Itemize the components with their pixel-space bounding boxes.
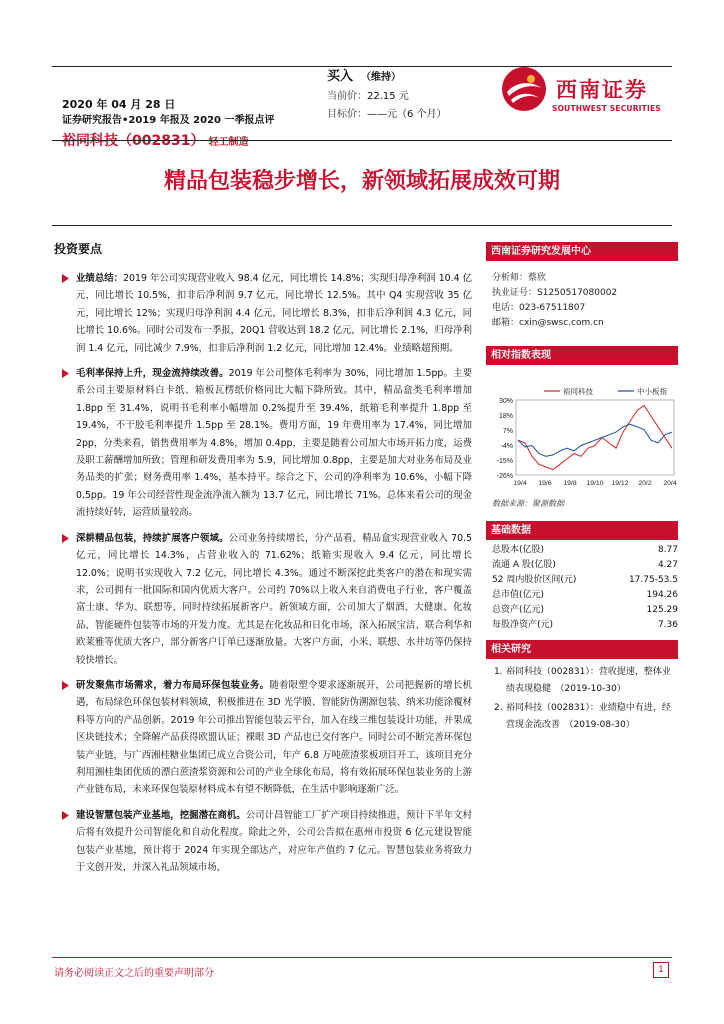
basic-data-label: 流通 A 股(亿股) <box>492 560 556 570</box>
legend-label: 中小板指 <box>637 387 667 396</box>
paragraph-text: 2019 年公司实现营业收入 98.4 亿元，同比增长 14.8%；实现归母净利润 10.4 亿元，同比增长 10.5%，扣非后净利润 9.7 亿元，同比增长 12.5%。其中 Q4 实现营收 35 亿元，同比增长 12%；实现归母净利润 4.4 亿元，同比增长 8.3%，扣非后净利润 4.3 亿元，同比增长 10.6%。同时公司发布一季报，20Q1 营收达到 18.2 亿元，同比增长 2.1%，归母净利润 1.4 亿元，同比减少 7.9%，扣非后净利润 1.2 亿元，同比增加 12.4%。业绩略超预期。 <box>76 273 472 354</box>
summary-paragraph <box>54 365 472 522</box>
bullet-icon <box>62 274 69 283</box>
basic-data-row <box>486 603 678 618</box>
series-line <box>518 424 672 456</box>
target-price-row <box>327 107 447 123</box>
basic-data-row <box>486 543 678 558</box>
chart-heading: 相对指数表现 <box>486 346 678 365</box>
company-logo <box>501 66 676 120</box>
basic-data-value: 7.36 <box>657 620 678 630</box>
page-number: 1 <box>653 962 669 978</box>
basic-data-value: 17.75-53.5 <box>628 575 678 585</box>
rating-value: 买入 <box>327 69 354 84</box>
bullet-icon <box>62 811 69 820</box>
basic-data-label: 每股净资产(元) <box>492 620 554 630</box>
summary-paragraph <box>54 807 472 877</box>
analyst-row: 电话：023-67511807 <box>492 303 586 313</box>
rating-note: （维持） <box>361 72 402 83</box>
basic-data-row <box>486 573 678 588</box>
basic-data-heading: 基础数据 <box>486 521 678 540</box>
sector-label: 轻工制造 <box>208 137 249 148</box>
x-tick-label: 19/12 <box>611 480 629 487</box>
related-research-list <box>486 659 678 733</box>
current-price-label: 当前价： <box>327 91 367 102</box>
paragraph-lead: 研发聚焦市场需求，着力布局环保包装业务。 <box>76 679 270 691</box>
x-tick-label: 19/4 <box>513 480 527 487</box>
performance-chart <box>486 365 678 495</box>
basic-data-value: 194.26 <box>646 590 678 600</box>
report-date: 2020 年 04 月 28 日 <box>62 98 176 111</box>
item-date: 营现金流改善 （2019-08-30） <box>506 719 635 730</box>
current-price-value: 22.15 元 <box>367 91 409 102</box>
analyst-panel <box>486 242 678 331</box>
y-tick-label: -26% <box>496 473 513 480</box>
target-price-label: 目标价： <box>327 109 367 120</box>
logo-text-en: SOUTHWEST SECURITIES <box>552 104 661 113</box>
basic-data-value: 8.77 <box>657 545 678 555</box>
item-title: 裕同科技（002831）：业绩稳中有进，经 <box>506 703 671 713</box>
basic-data-table <box>486 540 678 633</box>
logo-text-cn: 西南证券 <box>556 77 648 102</box>
basic-data-label: 总市值(亿元) <box>492 590 545 600</box>
rating-line <box>327 66 447 87</box>
basic-data-value: 4.27 <box>657 560 678 570</box>
basic-data-label: 总股本(亿股) <box>492 545 545 555</box>
chart-plot-frame <box>516 400 674 475</box>
analyst-row: 邮箱：cxin@swsc.com.cn <box>492 318 604 328</box>
investment-summary <box>54 240 472 876</box>
relative-performance-panel <box>486 346 678 509</box>
report-title: 精品包装稳步增长，新领域拓展成效可期 <box>163 169 560 194</box>
paragraph-lead: 毛利率保持上升，现金流持续改善。 <box>76 368 229 380</box>
legend-label: 裕同科技 <box>563 387 593 396</box>
x-tick-label: 19/8 <box>563 480 577 487</box>
item-number: 1. <box>494 667 503 677</box>
y-tick-label: 30% <box>498 398 513 405</box>
basic-data-label: 总资产(亿元) <box>492 605 545 615</box>
footer-disclaimer: 请务必阅读正文之后的重要声明部分 <box>54 968 214 979</box>
paragraph-text: 公司业务持续增长，分产品看，精品盒实现营业收入 70.5 亿元，同比增长 14.3%，占营业收入的 71.62%；纸箱实现收入 9.4 亿元，同比增长 12.0%；说明书实现收入 7.2 亿元，同比增长 4.3%。通过不断深挖此类客户的潜在和现实需求，公司拥有一批国际和国内优质大客户。公司约 70%以上收入来自消费电子行业，客户覆盖富士康、华为、联想等，同时持续拓展新客户。新领域方面，公司加大了烟酒、大健康、化妆品、智能硬件包装等市场的开发力度。尤其是在化妆品和日化市场，深入拓展宝洁、联合利华和欧莱雅等优质大客户，部分新客户订单已逐渐放量。大客户方面，小米、联想、水井坊等仍保持较快增长。 <box>76 532 472 666</box>
paragraph-text: 随着限塑令要求逐渐展开，公司把握新的增长机遇，布局绿色环保包装材料领域，积极推进在 3D 光学膜、智能防伪溯源包装、纳米功能涂覆材料等方向的产品创新。2019 年公司推出智能包装云平台，加入在线三维包装设计功能，并果成区块链技术；全降解产品获得欧盟认证；裸眼 3D 产品也已交付客户。同时公司不断完善环保包装产业链，与广西湘桂糖业集团已成立合资公司，年产 6.8 万吨蔗渣浆板项目开工，该项目充分利用湘桂集团优质的漂白蔗渣浆资源和公司的产业全球化布局，将有效拓展环保包装业务的上游产业链布局，未来环保包装原材料成本有望不断降低，在生活中影响逐渐广泛。 <box>76 679 472 796</box>
chart-source: 数据来源：聚源数据 <box>492 499 564 508</box>
paragraph-text: 2019 年公司整体毛利率为 30%，同比增加 1.5pp。主要系公司主要原材料白卡纸、箱板瓦楞纸价格同比大幅下降所致。其中，精品盒类毛利率增加 1.8pp 至 31.4%，说明书毛利率小幅增加 0.2%提升至 39.4%，纸箱毛利率提升 1.8pp 至 19.4%，不干胶毛利率提升 1.5pp 至 28.1%。费用方面，19 年费用率为 17.4%，同比增加 2pp，分类来看，销售费用率为 4.8%，增加 0.4pp，主要是随着公司加大市场开拓力度，运费及职工薪酬增加所致；管理和研发费用率为 5.9，同比增加 0.8pp，主要是加大对业务布局及业务品类的扩张；财务费用率 1.4%，基本持平。综合之下，公司的净利率为 10.6%，小幅下降 0.5pp。19 年公司经营性现金流净流入额为 13.7 亿元，同比增长 71%。总体来看公司的现金流持续好转，运营质量较高。 <box>76 368 472 519</box>
related-research-item[interactable] <box>486 664 678 697</box>
company-name: 裕同科技（002831） <box>62 133 205 149</box>
target-price-value: ——元（6 个月） <box>367 109 447 120</box>
y-tick-label: 18% <box>498 413 513 420</box>
x-tick-label: 20/2 <box>638 480 652 487</box>
related-research-item[interactable] <box>486 700 678 733</box>
item-date: 绩表现稳健 （2019-10-30） <box>506 683 626 694</box>
basic-data-panel <box>486 521 678 633</box>
y-tick-label: -15% <box>496 458 513 465</box>
basic-data-value: 125.29 <box>646 605 678 615</box>
logo-mark-icon <box>501 66 547 112</box>
paragraph-lead: 深耕精品包装，持续扩展客户领域。 <box>76 532 229 544</box>
basic-data-label: 52 周内股价区间(元) <box>492 575 577 585</box>
analyst-details <box>486 261 678 331</box>
basic-data-row <box>486 558 678 573</box>
related-research-panel <box>486 640 678 736</box>
basic-data-row <box>486 618 678 633</box>
bullet-icon <box>62 681 69 690</box>
summary-paragraph <box>54 677 472 799</box>
performance-chart-svg <box>486 365 678 495</box>
item-title: 裕同科技（002831）：营收提速，整体业 <box>506 667 671 677</box>
summary-paragraph <box>54 530 472 669</box>
summary-heading: 投资要点 <box>54 242 103 256</box>
basic-data-row <box>486 588 678 603</box>
related-research-heading: 相关研究 <box>486 640 678 659</box>
summary-paragraph <box>54 270 472 357</box>
report-type: 证券研究报告•2019 年报及 2020 一季报点评 <box>62 115 275 126</box>
analyst-heading: 西南证券研究发展中心 <box>486 242 678 261</box>
title-section <box>52 140 672 226</box>
summary-paragraphs <box>54 270 472 876</box>
bullet-icon <box>62 534 69 543</box>
x-tick-label: 19/10 <box>586 480 604 487</box>
item-number: 2. <box>494 703 503 713</box>
current-price-row <box>327 89 447 105</box>
x-tick-label: 19/6 <box>538 480 552 487</box>
paragraph-lead: 业绩总结： <box>76 273 124 284</box>
y-tick-label: -4% <box>500 443 513 450</box>
x-tick-label: 20/4 <box>663 480 677 487</box>
footer-rule <box>52 957 672 958</box>
rating-info <box>327 66 447 123</box>
paragraph-lead: 建设智慧包装产业基地，挖掘潜在商机。 <box>76 809 246 821</box>
analyst-row: 分析师：蔡欣 <box>492 273 547 283</box>
paragraph-text: 公司计昌智能工厂扩产项目持续推进，预计下半年文村后将有效提升公司智能化和自动化程度。除此之外，公司公告拟在惠州市投资 6 亿元建设智能包装产业基地，预计将于 2024 年实现全部达产，对应年产值约 7 亿元。智慧包装业务将致力于文创开发，并深入礼品领域市场， <box>76 809 472 873</box>
bullet-icon <box>62 369 69 378</box>
analyst-row: 执业证号：S1250517080002 <box>492 288 618 298</box>
y-tick-label: 7% <box>502 428 513 435</box>
